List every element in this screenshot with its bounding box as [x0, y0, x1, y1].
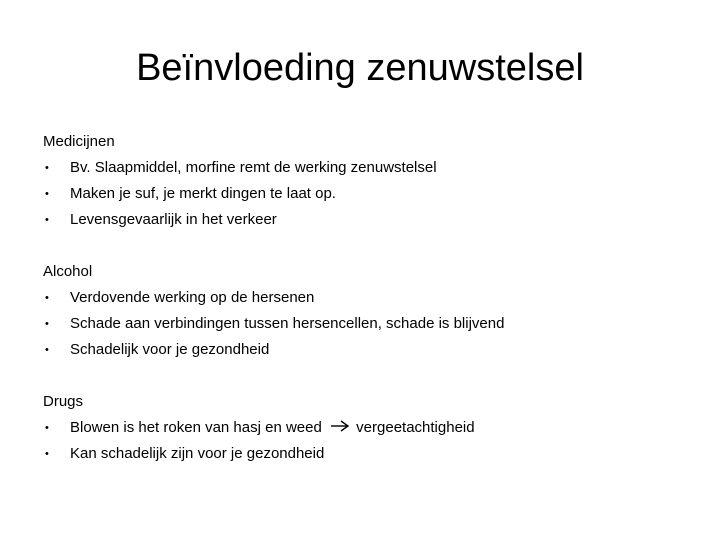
list-item	[43, 285, 683, 311]
list-item	[43, 337, 683, 363]
list-item	[43, 155, 683, 181]
bullet-icon: •	[45, 422, 49, 434]
list-item-text: Levensgevaarlijk in het verkeer	[70, 211, 277, 228]
list-item	[43, 207, 683, 233]
list-item-text: Schade aan verbindingen tussen hersencellen, schade is blijvend	[70, 315, 505, 332]
bullet-list	[43, 155, 683, 233]
list-item-text: Bv. Slaapmiddel, morfine remt de werking zenuwstelsel	[70, 159, 437, 176]
section-heading: Drugs	[43, 393, 84, 410]
section-heading: Medicijnen	[43, 133, 115, 150]
slide-title: Beïnvloeding zenuwstelsel	[136, 47, 584, 89]
bullet-list	[43, 285, 683, 363]
section-heading: Alcohol	[43, 263, 93, 280]
section-alcohol	[43, 259, 683, 363]
list-item-text: Verdovende werking op de hersenen	[70, 289, 315, 306]
bullet-list	[43, 415, 683, 467]
arrow-right-icon	[330, 415, 350, 441]
slide-body	[43, 129, 683, 493]
bullet-icon: •	[45, 214, 49, 226]
bullet-icon: •	[45, 292, 49, 304]
list-item	[43, 415, 683, 441]
list-item-text: Maken je suf, je merkt dingen te laat op.	[70, 185, 336, 202]
list-item-text: Schadelijk voor je gezondheid	[70, 341, 270, 358]
list-item	[43, 181, 683, 207]
list-item	[43, 441, 683, 467]
list-item-text-after-arrow: vergeetachtigheid	[356, 419, 475, 436]
bullet-icon: •	[45, 344, 49, 356]
bullet-icon: •	[45, 318, 49, 330]
bullet-icon: •	[45, 448, 49, 460]
list-item	[43, 311, 683, 337]
section-medicijnen	[43, 129, 683, 233]
section-drugs	[43, 389, 683, 467]
list-item-text: Blowen is het roken van hasj en weed	[70, 419, 322, 436]
bullet-icon: •	[45, 162, 49, 174]
list-item-text: Kan schadelijk zijn voor je gezondheid	[70, 445, 325, 462]
bullet-icon: •	[45, 188, 49, 200]
